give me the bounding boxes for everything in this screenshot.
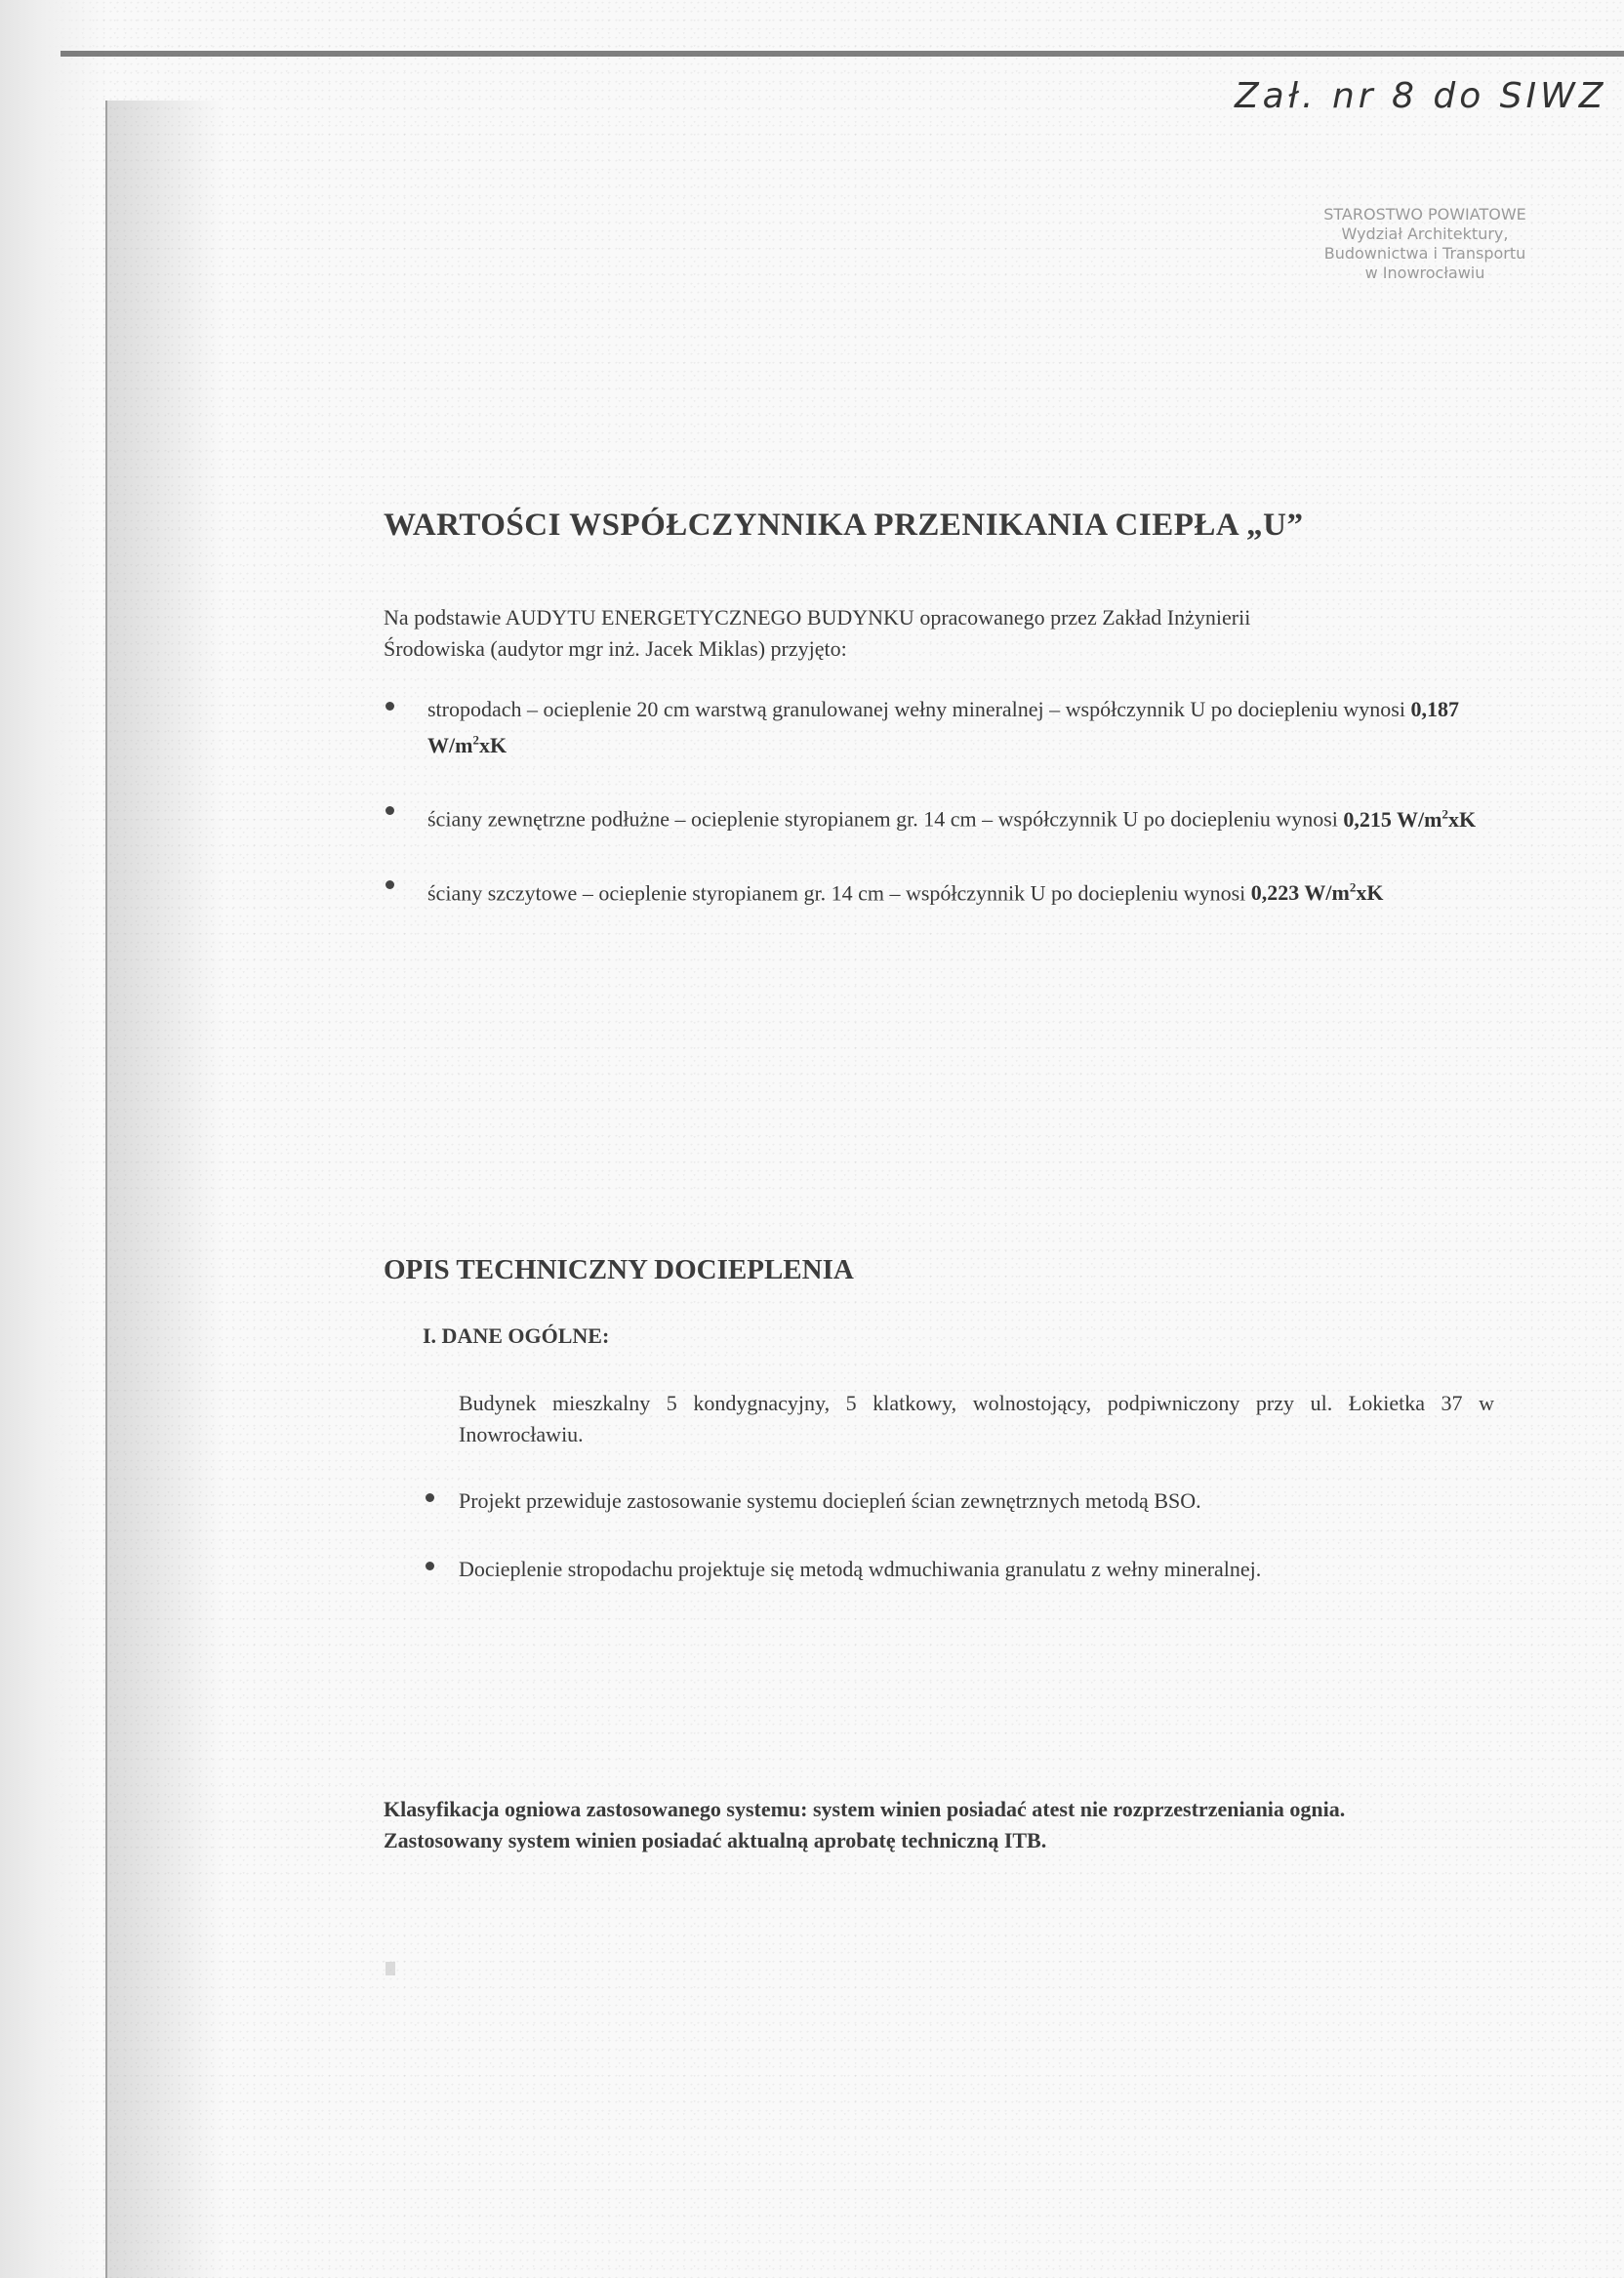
list-item [384,1485,1494,1517]
fire-classification-text: Klasyfikacja ogniowa zastosowanego systemu: system winien posiadać atest nie rozprzestrzeniania ognia. [384,1797,1346,1821]
office-stamp [1279,205,1571,283]
item-text: Docieplenie stropodachu projektuje się metodą wdmuchiwania granulatu z wełny mineralnej. [459,1557,1262,1581]
page-margin-shadow [107,101,224,2278]
u-values-section [384,508,1506,946]
list-item [384,873,1482,909]
stamp-line: w Inowrocławiu [1364,264,1485,282]
scan-smudge [386,1962,395,1975]
list-item [384,798,1482,834]
u-values-list [384,694,1506,909]
bullet-icon [386,702,394,711]
intro-paragraph: Na podstawie AUDYTU ENERGETYCZNEGO BUDYNKU opracowanego przez Zakład Inżynierii Środowiska (audytor mgr inż. Jacek Miklas) przyjęto: [384,605,1251,661]
stamp-line: Budownictwa i Transportu [1323,244,1526,263]
bullet-icon [386,806,394,815]
list-item [384,1554,1494,1585]
item-text: Projekt przewiduje zastosowanie systemu dociepleń ścian zewnętrznych metodą BSO. [459,1488,1201,1513]
u-value: 0,187 $W/m^2xK$ [427,697,1459,758]
stamp-line: STAROSTWO POWIATOWE [1323,205,1526,224]
section-title-u-values: WARTOŚCI WSPÓŁCZYNNIKA PRZENIKANIA CIEPŁA „U” [384,508,1304,543]
page-top-edge [61,51,1624,57]
scan-edge-shadow [0,0,107,2278]
item-text: stropodach – ocieplenie 20 cm warstwą granulowanej wełny mineralnej – współczynnik U po dociepleniu wynosi [427,697,1411,721]
approval-requirement-text: Zastosowany system winien posiadać aktualną aprobatę techniczną ITB. [384,1828,1047,1852]
technical-list [384,1485,1506,1585]
bullet-icon [426,1562,434,1570]
stamp-line: Wydział Architektury, [1341,224,1509,243]
u-value: 0,215 $W/m^2xK$ [1343,806,1477,832]
bullet-icon [426,1493,434,1502]
technical-description-section [384,1254,1506,1622]
handwritten-attachment-note: Zał. nr 8 do SIWZ [1235,76,1607,116]
list-item [384,694,1482,761]
item-text: ściany zewnętrzne podłużne – ocieplenie styropianem gr. 14 cm – współczynnik U po dociepleniu wynosi [427,806,1344,832]
section-title-technical-description: OPIS TECHNICZNY DOCIEPLENIA [384,1254,854,1285]
general-data-paragraph: Budynek mieszkalny 5 kondygnacyjny, 5 klatkowy, wolnostojący, podpiwniczony przy ul. Łokietka 37 w Inowrocławiu. [459,1391,1494,1446]
subsection-title-general-data: I. DANE OGÓLNE: [423,1323,610,1348]
item-text: ściany szczytowe – ocieplenie styropianem gr. 14 cm – współczynnik U po dociepleniu wynosi [427,879,1251,905]
u-value: 0,223 $W/m^2xK$ [1250,879,1384,905]
fire-classification-note [384,1794,1499,1856]
page-left-edge [105,101,107,2278]
bullet-icon [386,880,394,889]
